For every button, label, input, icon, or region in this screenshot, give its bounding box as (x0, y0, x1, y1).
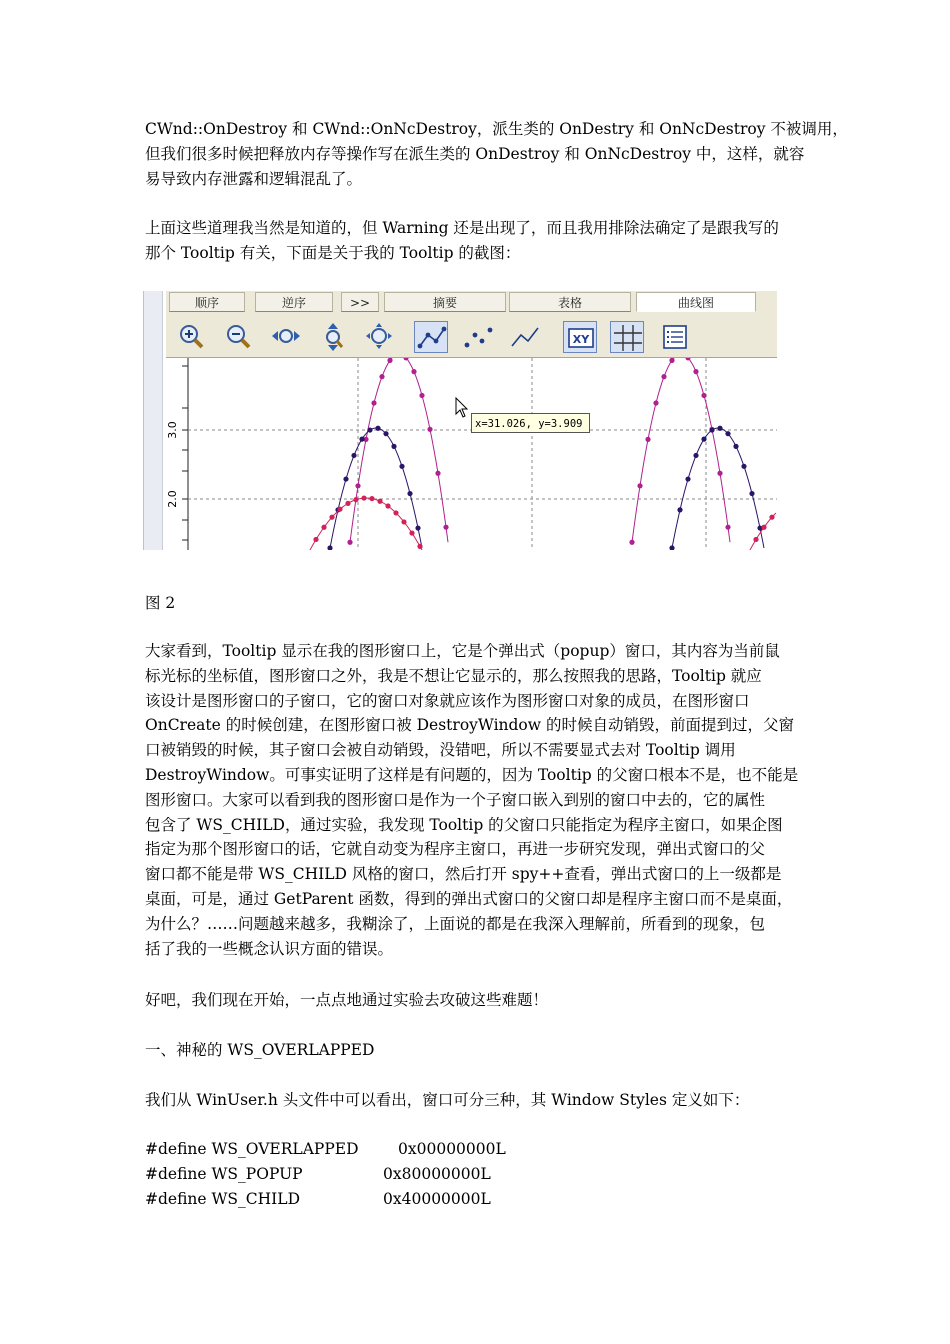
plot-curve (330, 428, 422, 548)
text-line: 标光标的坐标值，图形窗口之外，我是不想让它显示的，那么按照我的思路，Tooltip 就应 (145, 666, 762, 685)
define-name: #define WS_OVERLAPPED (145, 1140, 359, 1158)
text-line: 桌面，可是，通过 GetParent 函数，得到的弹出式窗口的父窗口却是程序主窗口而不是桌面， (145, 889, 793, 908)
text-line: 但我们很多时候把释放内存等操作写在派生类的 OnDestroy 和 OnNcDestroy 中，这样，就容 (145, 144, 805, 163)
plot-point (407, 491, 412, 496)
pan-vertical-icon (316, 321, 350, 353)
plot-point (393, 510, 398, 515)
plot-point (385, 503, 390, 508)
plot-point (367, 427, 372, 432)
pan-horizontal-button[interactable] (269, 321, 303, 353)
zoom-fit-icon (363, 321, 397, 353)
paragraph-destroy-explanation (145, 117, 848, 191)
plot-point (419, 393, 424, 398)
plot-point (629, 540, 634, 545)
text-line: CWnd::OnDestroy 和 CWnd::OnNcDestroy，派生类的 OnDestry 和 OnNcDestroy 不被调用， (145, 120, 848, 138)
plot-point (725, 525, 730, 530)
y-tick-label: 3.0 (166, 421, 179, 439)
define-name: #define WS_CHILD (145, 1189, 301, 1208)
define-name: #define WS_POPUP (145, 1164, 303, 1183)
pan-horizontal-icon (269, 321, 303, 353)
plot-point (361, 495, 366, 500)
text-line: 那个 Tooltip 有关，下面是关于我的 Tooltip 的截图： (145, 243, 521, 262)
text-line: 包含了 WS_CHILD，通过实验，我发现 Tooltip 的父窗口只能指定为程序主窗口，如果企图 (145, 815, 783, 834)
points-only-icon (461, 321, 495, 353)
plot-point (379, 374, 384, 379)
plot-point (701, 437, 706, 442)
line-only-button[interactable] (508, 321, 542, 353)
plot-point (717, 426, 722, 431)
zoom-fit-button[interactable] (363, 321, 397, 353)
plot-point (761, 525, 766, 530)
plot-point (337, 507, 342, 512)
plot-point (391, 444, 396, 449)
paragraph-window-styles (145, 1088, 807, 1113)
left-panel-strip (144, 291, 163, 550)
plot-point (741, 464, 746, 469)
plot-point (733, 444, 738, 449)
plot-point (371, 400, 376, 405)
plot-point (359, 437, 364, 442)
paragraph-tooltip-analysis (145, 639, 807, 961)
plot-point (637, 483, 642, 488)
tab-more[interactable]: >> (341, 292, 379, 312)
tab-reverse-order[interactable]: 逆序 (255, 292, 333, 312)
plot-point (401, 519, 406, 524)
legend-button[interactable] (658, 321, 692, 353)
text-line: 图形窗口。大家可以看到我的图形窗口是作为一个子窗口嵌入到别的窗口中去的，它的属性 (145, 790, 766, 809)
plot-point (645, 437, 650, 442)
text-line: 易导致内存泄露和逻辑混乱了。 (145, 169, 363, 188)
plot-curve (308, 498, 424, 550)
paragraph-warning-intro (145, 216, 807, 266)
tab-order[interactable]: 顺序 (169, 292, 245, 312)
plot-point (415, 525, 420, 530)
plot-point (377, 499, 382, 504)
coordinate-tooltip: x=31.026, y=3.909 (471, 413, 590, 433)
plot-point (351, 453, 356, 458)
text-line: 指定为那个图形窗口的话，它就自动变为程序主窗口，再进一步研究发现，弹出式窗口的父 (145, 840, 766, 859)
plot-point (435, 471, 440, 476)
text-line: 大家看到，Tooltip 显示在我的图形窗口上，它是个弹出式（popup）窗口，其内容为当前鼠 (145, 642, 780, 660)
text-line: 括了我的一些概念认识方面的错误。 (145, 939, 394, 958)
line-with-points-icon (415, 322, 449, 354)
paragraph-lets-begin (145, 988, 807, 1013)
plot-point (417, 544, 422, 549)
figure-screenshot (143, 291, 777, 550)
text-line: 一、神秘的 WS_OVERLAPPED (145, 1041, 375, 1059)
plot-point (321, 525, 326, 530)
plot-point (669, 358, 674, 363)
plot-point (383, 431, 388, 436)
view-tab-bar (166, 291, 777, 315)
text-line: 该设计是图形窗口的子窗口，它的窗口对象就应该作为图形窗口对象的成员，在图形窗口 (145, 691, 750, 710)
plot-curve (350, 358, 448, 542)
plot-point (661, 374, 666, 379)
define-value: 0x00000000L (398, 1140, 506, 1158)
plot-curve (672, 428, 764, 548)
text-line: 上面这些道理我当然是知道的，但 Warning 还是出现了，而且我用排除法确定了是跟我写的 (145, 219, 779, 237)
text-line: 我们从 WinUser.h 头文件中可以看出，窗口可分三种，其 Window Styles 定义如下： (145, 1091, 750, 1109)
plot-point (677, 507, 682, 512)
mouse-cursor-icon (455, 397, 471, 423)
plot-point (725, 431, 730, 436)
xy-axis-button[interactable] (563, 321, 597, 353)
plot-point (709, 427, 714, 432)
text-line: 为什么？……问题越来越多，我糊涂了，上面说的都是在我深入理解前，所看到的现象，包 (145, 914, 766, 933)
plot-point (749, 491, 754, 496)
tab-curve-chart[interactable]: 曲线图 (636, 292, 756, 312)
curve-plot[interactable] (166, 358, 777, 550)
grid-icon (611, 322, 645, 354)
plot-point (717, 471, 722, 476)
grid-button[interactable] (610, 321, 644, 353)
line-only-icon (508, 321, 542, 353)
plot-point (753, 537, 758, 542)
line-with-points-button[interactable] (414, 321, 448, 353)
plot-point (693, 453, 698, 458)
plot-point (329, 515, 334, 520)
plot-point (313, 537, 318, 542)
tab-summary[interactable]: 摘要 (384, 292, 506, 312)
plot-point (769, 515, 774, 520)
plot-point (693, 369, 698, 374)
plot-point (443, 525, 448, 530)
legend-icon (658, 321, 692, 353)
text-line: 好吧，我们现在开始，一点点地通过实验去攻破这些难题！ (145, 991, 549, 1009)
text-line: 窗口都不能是带 WS_CHILD 风格的窗口，然后打开 spy++查看，弹出式窗口的上一级都是 (145, 865, 782, 884)
text-line: 口被销毁的时候，其子窗口会被自动销毁，没错吧，所以不需要显式去对 Tooltip 调用 (145, 741, 736, 760)
zoom-out-button[interactable] (222, 321, 256, 353)
plot-point (701, 393, 706, 398)
plot-point (345, 501, 350, 506)
plot-point (669, 545, 674, 550)
plot-point (355, 483, 360, 488)
plot-point (427, 427, 432, 432)
section-heading (145, 1038, 807, 1063)
zoom-in-icon (175, 321, 209, 353)
points-only-button[interactable] (461, 321, 495, 353)
chart-toolbar (166, 315, 777, 358)
plot-point (327, 545, 332, 550)
zoom-out-icon (222, 321, 256, 353)
plot-curve (632, 358, 730, 542)
plot-point (369, 496, 374, 501)
plot-point (399, 464, 404, 469)
plot-point (653, 400, 658, 405)
zoom-in-button[interactable] (175, 321, 209, 353)
define-value: 0x40000000L (383, 1189, 491, 1208)
y-tick-label: 2.0 (166, 490, 179, 508)
plot-point (353, 497, 358, 502)
text-line: OnCreate 的时候创建，在图形窗口被 DestroyWindow 的时候自动销毁，前面提到过，父窗 (145, 716, 794, 735)
plot-point (411, 369, 416, 374)
plot-point (375, 426, 380, 431)
xy-axis-icon (564, 322, 598, 354)
pan-vertical-button[interactable] (316, 321, 350, 353)
tab-table[interactable]: 表格 (509, 292, 631, 312)
plot-point (347, 540, 352, 545)
plot-point (409, 530, 414, 535)
plot-point (343, 476, 348, 481)
figure-caption: 图 2 (145, 594, 176, 612)
text-line: DestroyWindow。可事实证明了这样是有问题的，因为 Tooltip 的父窗口根本不是，也不能是 (145, 765, 799, 784)
plot-point (685, 476, 690, 481)
svg-text:XY: XY (572, 333, 590, 346)
define-value: 0x80000000L (383, 1164, 491, 1183)
plot-point (387, 358, 392, 363)
